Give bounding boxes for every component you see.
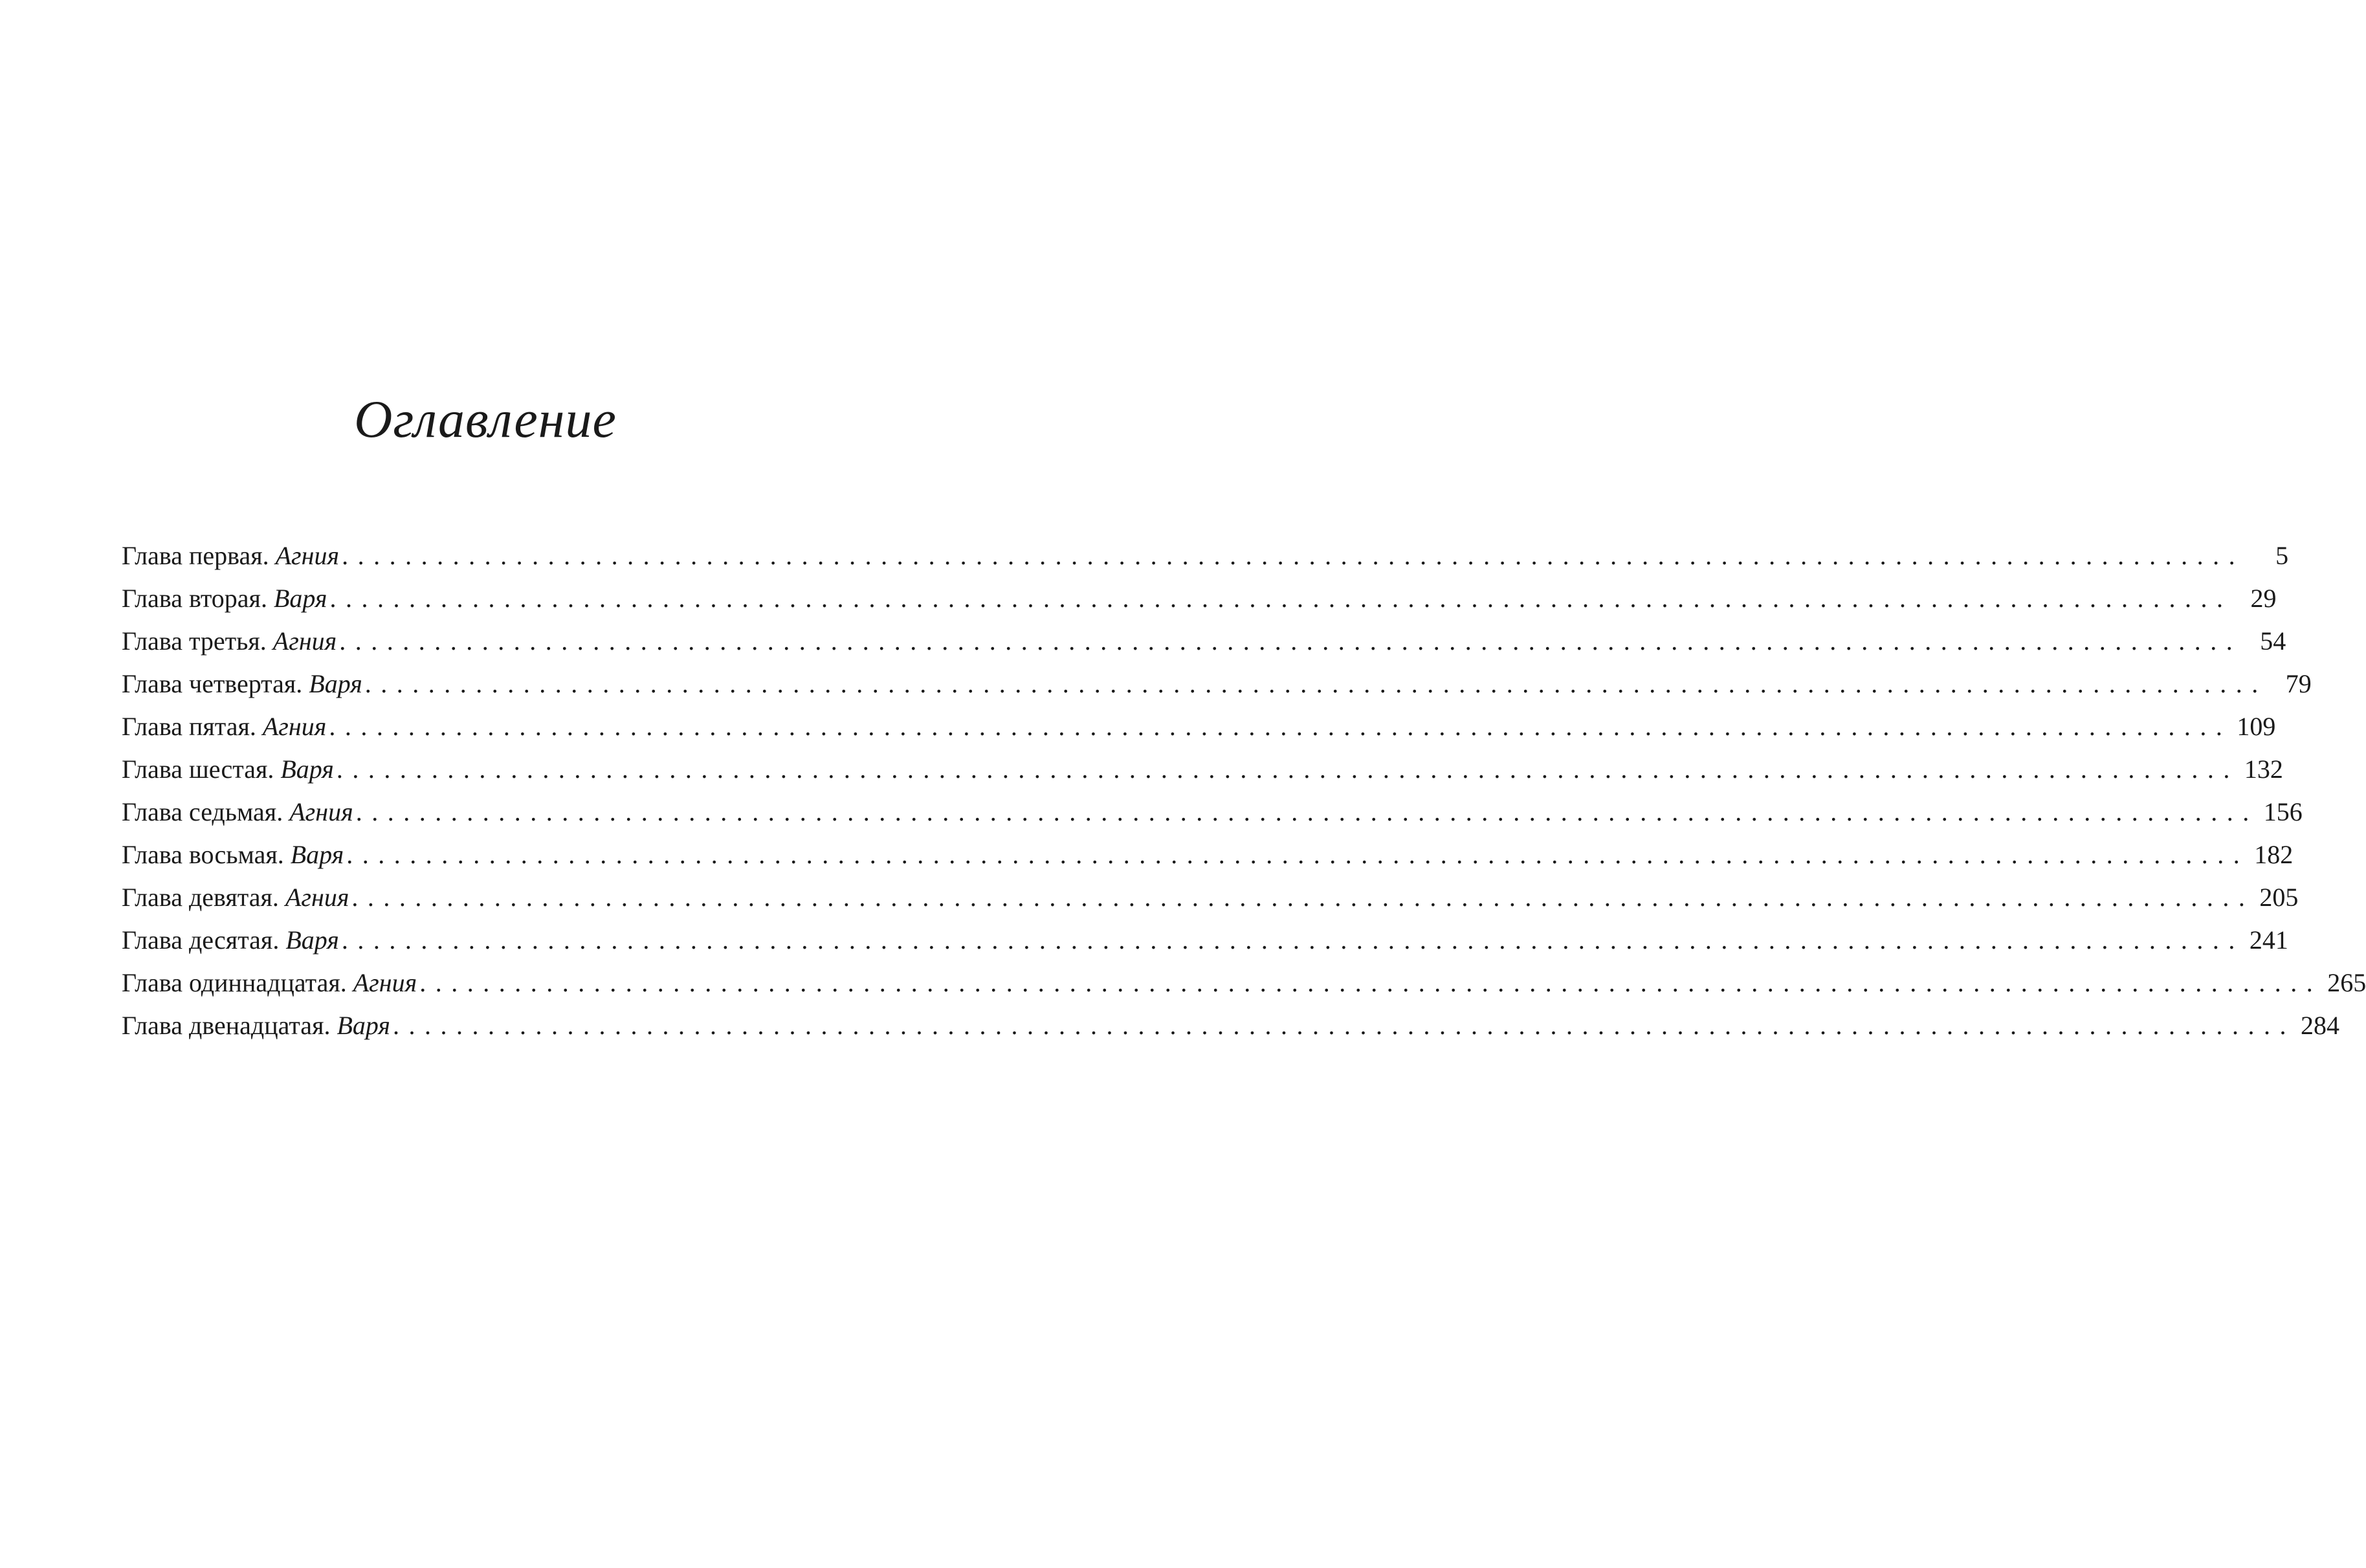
entry-chapter: Глава пятая.	[122, 712, 256, 741]
toc-entry[interactable]	[122, 834, 2294, 876]
entry-page-number: 5	[2275, 541, 2289, 570]
toc-entry[interactable]	[122, 876, 2299, 919]
dot-leader: ........................................................................................................................	[329, 712, 2232, 741]
dot-leader: ........................................................................................................................	[329, 584, 2233, 613]
entry-character-name: Агния	[272, 626, 337, 656]
entry-character-name: Варя	[290, 840, 344, 869]
entry-chapter: Глава четвертая.	[122, 669, 303, 698]
entry-page-number: 265	[2327, 968, 2366, 997]
entry-character-name: Варя	[273, 584, 327, 613]
entry-page-number: 284	[2300, 1011, 2339, 1040]
entry-chapter: Глава третья.	[122, 626, 267, 656]
entry-chapter: Глава вторая.	[122, 584, 267, 613]
entry-chapter: Глава двенадцатая.	[122, 1011, 331, 1040]
entry-page-number: 54	[2260, 626, 2286, 656]
entry-chapter: Глава первая.	[122, 541, 269, 570]
entry-chapter: Глава седьмая.	[122, 797, 283, 826]
toc-entry[interactable]	[122, 620, 2286, 663]
toc-entry[interactable]	[122, 962, 2366, 1004]
entry-character-name: Варя	[280, 755, 334, 784]
toc-entry[interactable]	[122, 1004, 2339, 1047]
entry-chapter: Глава восьмая.	[122, 840, 284, 869]
dot-leader: ........................................................................................................................	[355, 797, 2259, 826]
dot-leader: ........................................................................................................................	[392, 1011, 2295, 1040]
entry-character-name: Агния	[353, 968, 417, 997]
page-title: Оглавление	[354, 390, 617, 448]
dot-leader: ........................................................................................................................	[342, 541, 2245, 570]
dot-leader: ........................................................................................................................	[351, 883, 2255, 912]
entry-character-name: Агния	[275, 541, 340, 570]
entry-chapter: Глава шестая.	[122, 755, 274, 784]
entry-character-name: Агния	[289, 797, 353, 826]
entry-page-number: 205	[2259, 883, 2299, 912]
entry-character-name: Варя	[285, 925, 339, 955]
dot-leader: ........................................................................................................................	[346, 840, 2250, 869]
entry-page-number: 79	[2285, 669, 2312, 698]
dot-leader: ........................................................................................................................	[364, 669, 2268, 698]
dot-leader: ........................................................................................................................	[336, 755, 2239, 784]
entry-chapter: Глава десятая.	[122, 925, 280, 955]
toc-entry[interactable]	[122, 577, 2277, 620]
entry-character-name: Агния	[262, 712, 327, 741]
entry-chapter: Глава одиннадцатая.	[122, 968, 347, 997]
toc-entry[interactable]	[122, 919, 2288, 962]
toc-entry[interactable]	[122, 535, 2289, 577]
entry-page-number: 132	[2244, 755, 2283, 784]
dot-leader: ........................................................................................................................	[419, 968, 2323, 997]
entry-character-name: Варя	[337, 1011, 390, 1040]
entry-page-number: 182	[2254, 840, 2294, 869]
table-of-contents	[122, 535, 2366, 1047]
entry-page-number: 241	[2249, 925, 2288, 955]
toc-entry[interactable]	[122, 663, 2312, 705]
dot-leader: ........................................................................................................................	[339, 626, 2242, 656]
toc-entry[interactable]	[122, 791, 2303, 834]
dot-leader: ........................................................................................................................	[341, 925, 2244, 955]
toc-entry[interactable]	[122, 705, 2276, 748]
entry-page-number: 156	[2263, 797, 2303, 826]
entry-page-number: 109	[2237, 712, 2276, 741]
entry-character-name: Варя	[309, 669, 362, 698]
entry-character-name: Агния	[285, 883, 349, 912]
entry-chapter: Глава девятая.	[122, 883, 279, 912]
toc-entry[interactable]	[122, 748, 2283, 791]
entry-page-number: 29	[2250, 584, 2277, 613]
